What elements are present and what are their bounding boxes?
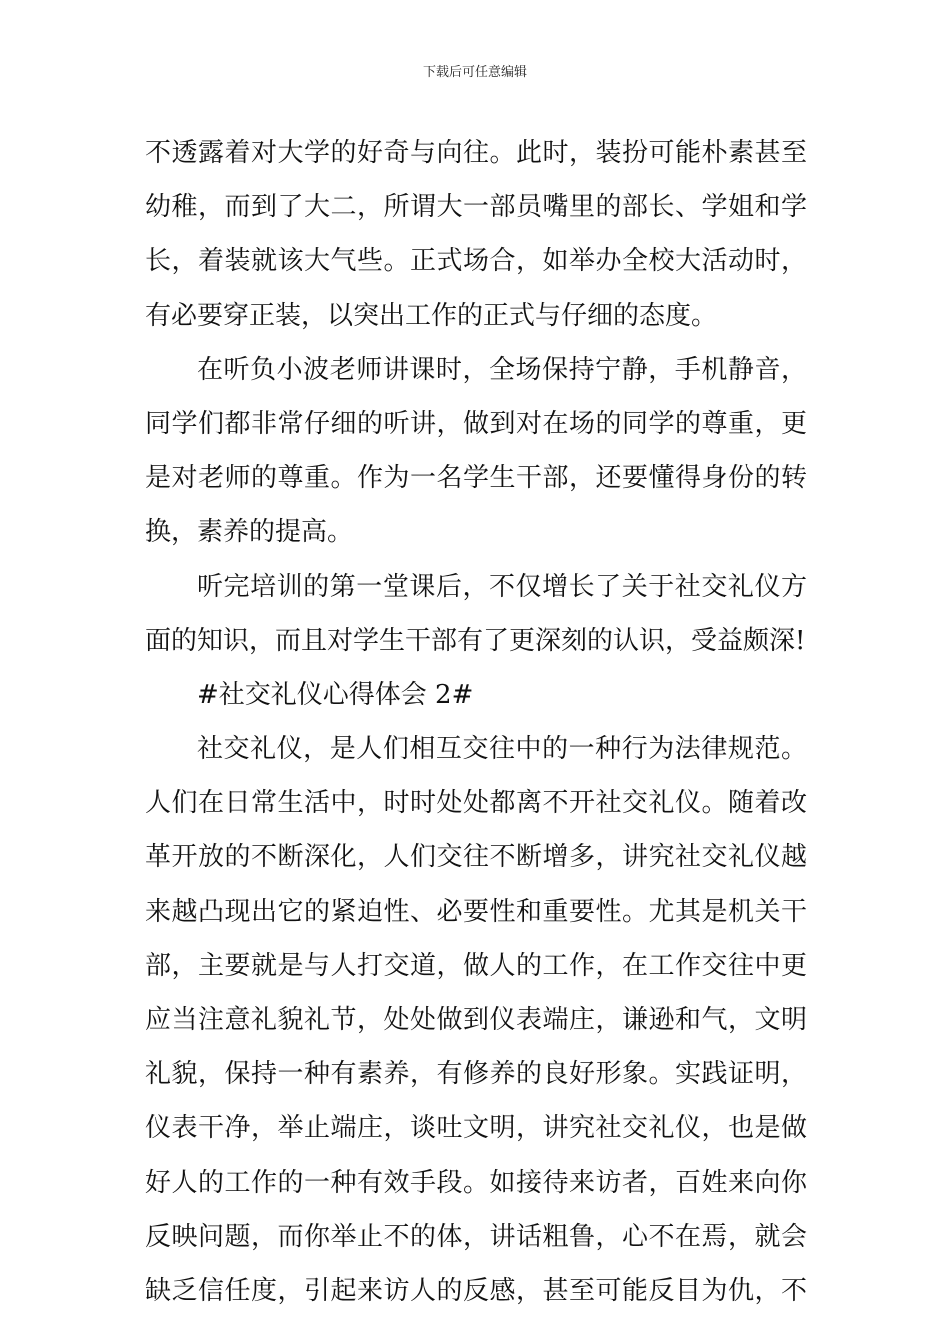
text-line: 有必要穿正装，以突出工作的正式与仔细的态度。 [145,300,718,331]
text-line: 好人的工作的一种有效手段。如接待来访者，百姓来向你 [145,1167,807,1198]
text-line: 部，主要就是与人打交道，做人的工作，在工作交往中更 [145,950,807,981]
text-line: 人们在日常生活中，时时处处都离不开社交礼仪。随着改 [145,788,807,819]
text-line: 换，素养的提高。 [145,517,354,548]
text-line: 缺乏信任度，引起来访人的反感，甚至可能反目为仇，不 [145,1275,807,1306]
text-line: 仪表干净，举止端庄，谈吐文明，讲究社交礼仪，也是做 [145,1113,807,1144]
text-line: 来越凸现出它的紧迫性、必要性和重要性。尤其是机关干 [145,896,807,927]
paragraph-start-line: 社交礼仪，是人们相互交往中的一种行为法律规范。 [197,734,807,765]
document-body [145,126,807,1318]
paragraph-start-line: 在听负小波老师讲课时，全场保持宁静，手机静音， [197,354,807,385]
text-line: 礼貌，保持一种有素养，有修养的良好形象。实践证明， [145,1059,807,1090]
paragraph-start-line: 听完培训的第一堂课后，不仅增长了关于社交礼仪方 [197,571,807,602]
text-line: 反映问题，而你举止不的体，讲话粗鲁，心不在焉，就会 [145,1221,807,1252]
text-line: 革开放的不断深化，人们交往不断增多，讲究社交礼仪越 [145,842,807,873]
text-line: 面的知识，而且对学生干部有了更深刻的认识，受益颇深! [145,625,806,656]
text-line: 长，着装就该大气些。正式场合，如举办全校大活动时， [145,246,807,277]
text-line: 同学们都非常仔细的听讲，做到对在场的同学的尊重，更 [145,408,807,439]
text-line: 是对老师的尊重。作为一名学生干部，还要懂得身份的转 [145,463,807,494]
text-line: 不透露着对大学的好奇与向往。此时，装扮可能朴素甚至 [145,138,807,168]
text-line: 幼稚，而到了大二，所谓大一部员嘴里的部长、学姐和学 [145,192,807,223]
text-line: 应当注意礼貌礼节，处处做到仪表端庄，谦逊和气，文明 [145,1005,807,1035]
page-header: 下载后可任意编辑 [422,65,527,80]
section-heading: #社交礼仪心得体会 2# [197,679,474,710]
